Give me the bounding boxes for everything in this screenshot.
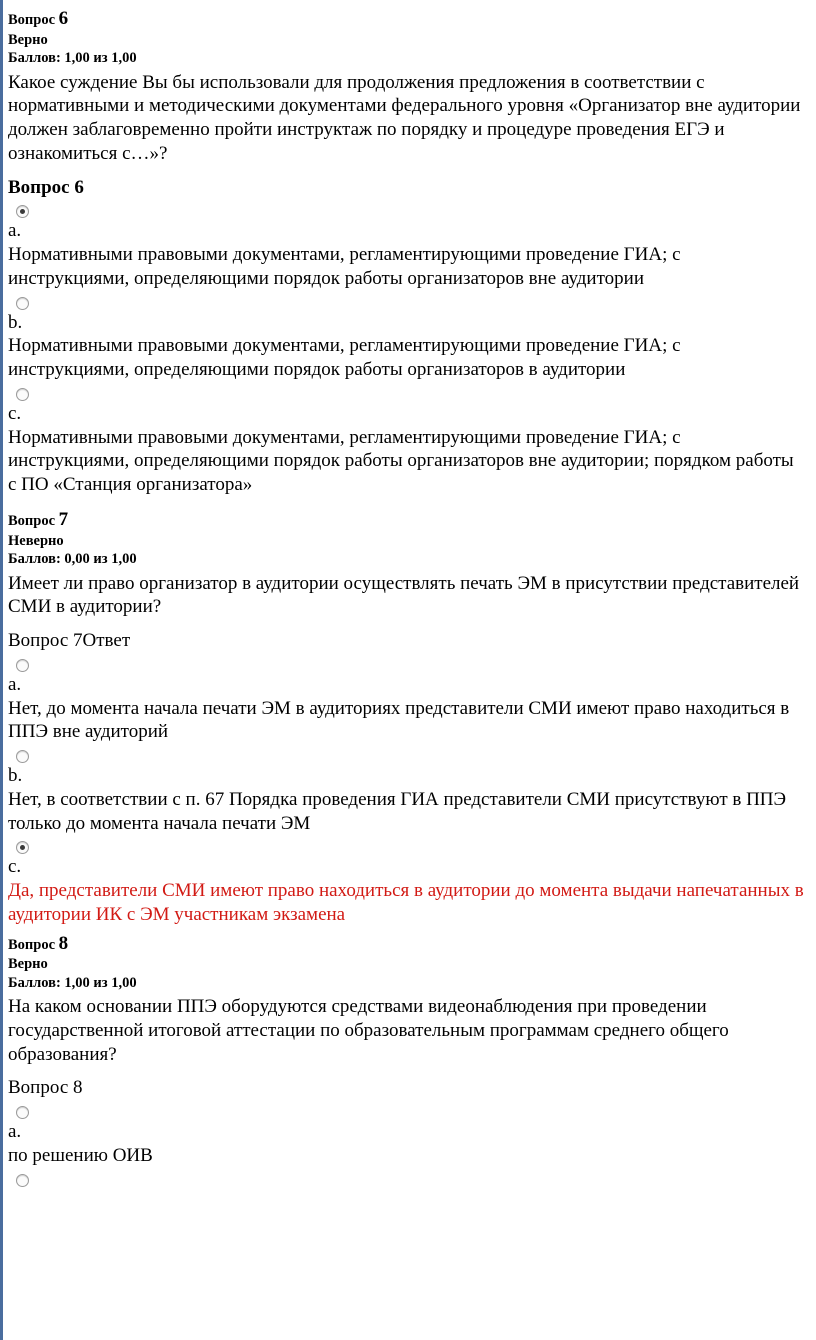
question-block-6 <box>8 8 806 497</box>
question-number-6: 6 <box>58 8 69 29</box>
answer-option[interactable] <box>8 659 806 744</box>
question-verdict-6: Верно <box>8 31 48 48</box>
question-heading-6 <box>8 8 806 30</box>
answer-option[interactable] <box>8 297 806 382</box>
answer-text: по решению ОИВ <box>8 1144 153 1166</box>
question-number-7: 7 <box>58 508 69 530</box>
answer-list-7 <box>8 659 806 927</box>
answer-list-8 <box>8 1106 806 1187</box>
answer-text: Нет, в соответствии с п. 67 Порядка проведения ГИА представители СМИ присутствуют в ППЭ только до момента начала печати ЭМ <box>8 788 787 834</box>
answer-option[interactable] <box>8 205 806 290</box>
answer-letter: b. <box>8 765 23 786</box>
radio-icon[interactable] <box>16 388 29 401</box>
answer-text: Да, представители СМИ имеют право находиться в аудитории до момента выдачи напечатанных в аудитории ИК с ЭМ участникам экзамена <box>8 880 804 925</box>
question-verdict-7: Неверно <box>8 532 64 549</box>
answer-letter: a. <box>8 673 22 695</box>
answer-text: Нет, до момента начала печати ЭМ в аудиториях представители СМИ имеют право находиться в ППЭ вне аудиторий <box>8 697 790 743</box>
question-label-7: Вопрос <box>8 512 56 529</box>
question-subheader-8: Вопрос 8 <box>8 1077 83 1099</box>
question-label-6: Вопрос <box>8 12 56 28</box>
answer-list-6 <box>8 205 806 497</box>
question-subheader-6: Вопрос 6 <box>8 176 84 198</box>
answer-option[interactable] <box>8 388 806 497</box>
radio-icon[interactable] <box>16 1106 29 1119</box>
question-number-8: 8 <box>58 932 69 954</box>
question-text-7: Имеет ли право организатор в аудитории осуществлять печать ЭМ в присутствии представителей СМИ в аудитории? <box>8 572 800 618</box>
answer-option[interactable] <box>8 841 806 926</box>
question-points-7: Баллов: 0,00 из 1,00 <box>8 551 137 568</box>
radio-icon[interactable] <box>16 841 29 854</box>
radio-icon[interactable] <box>16 1174 29 1187</box>
answer-option[interactable] <box>8 750 806 835</box>
answer-text: Нормативными правовыми документами, регламентирующими проведение ГИА; с инструкциями, определяющими порядок работы организаторов в аудитории <box>8 335 681 381</box>
radio-icon[interactable] <box>16 205 29 218</box>
question-subheader-7: Вопрос 7Ответ <box>8 630 131 651</box>
question-text-6: Какое суждение Вы бы использовали для продолжения предложения в соответствии с нормативными и методическими документами федерального уровня «Организатор вне аудитории должен заблаговременно пройти инструктаж по порядку и процедуре проведения ЕГЭ и ознакомиться с…»? <box>8 71 801 164</box>
question-text-8: На каком основании ППЭ оборудуются средствами видеонаблюдения при проведении государственной итоговой аттестации по образовательным программам среднего общего образования? <box>8 996 729 1065</box>
question-heading-8 <box>8 933 806 955</box>
question-verdict-8: Верно <box>8 956 48 973</box>
radio-icon[interactable] <box>16 750 29 763</box>
section-spacer <box>8 497 806 509</box>
question-heading-7 <box>8 509 806 531</box>
question-block-7 <box>8 509 806 927</box>
question-points-8: Баллов: 1,00 из 1,00 <box>8 974 137 991</box>
answer-option[interactable] <box>8 1174 806 1187</box>
radio-icon[interactable] <box>16 659 29 672</box>
answer-letter: c. <box>8 856 22 878</box>
answer-option[interactable] <box>8 1106 806 1168</box>
answer-text: Нормативными правовыми документами, регламентирующими проведение ГИА; с инструкциями, определяющими порядок работы организаторов вне аудитории <box>8 244 681 289</box>
page-left-rule <box>0 0 3 1340</box>
answer-letter: a. <box>8 1121 22 1143</box>
answer-letter: b. <box>8 311 23 333</box>
answer-letter: c. <box>8 402 22 424</box>
answer-letter: a. <box>8 220 22 242</box>
question-points-6: Баллов: 1,00 из 1,00 <box>8 50 137 67</box>
radio-icon[interactable] <box>16 297 29 310</box>
question-block-8 <box>8 933 806 1187</box>
answer-text: Нормативными правовыми документами, регламентирующими проведение ГИА; с инструкциями, определяющими порядок работы организаторов вне аудитории; порядком работы с ПО «Станция организатора» <box>8 426 794 496</box>
question-label-8: Вопрос <box>8 936 56 953</box>
